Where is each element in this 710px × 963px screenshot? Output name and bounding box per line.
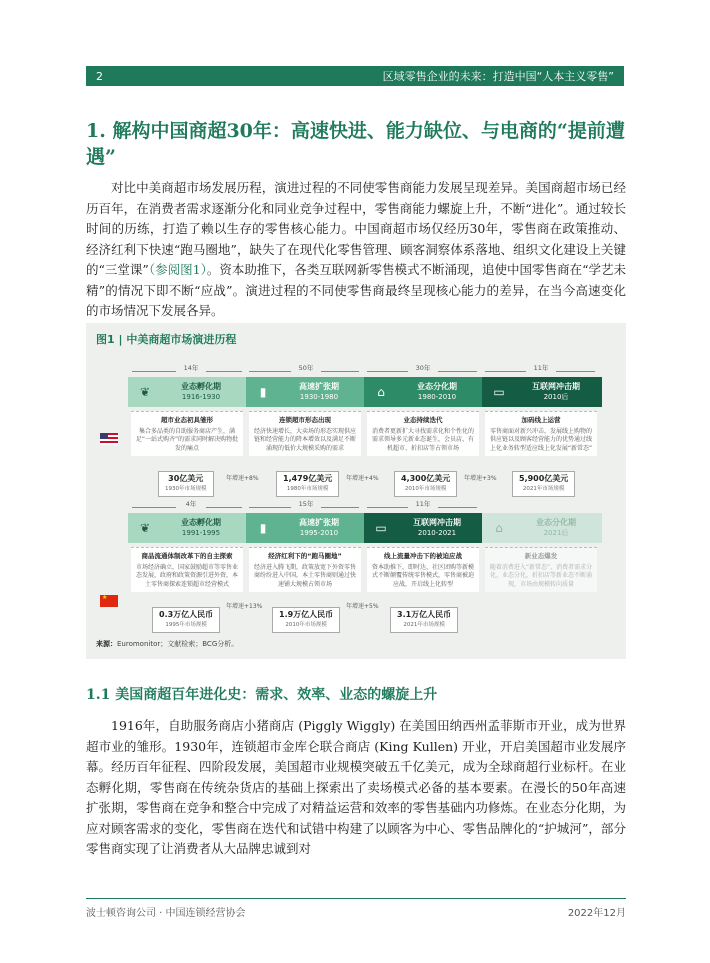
cn-desc-3 [367,547,479,592]
value-amount: 5,900亿美元 [519,474,569,483]
bars-icon: ▮ [259,385,267,399]
page-number: 2 [96,69,103,83]
desc-head: 加码线上运营 [521,416,561,424]
cn-value-2 [272,607,340,633]
section-title: 1. 解构中国商超30年：高速快进、能力缺位、与电商的“提前遭遇” [86,120,625,168]
source-label: 来源： [96,640,117,648]
desc-body: 市场经济确立，国家鼓励超市等零售业态发展，政府和政策资源引进外资，本土零售商探索连锁超市经营模式 [135,563,238,588]
cn-period-1 [128,513,246,543]
footer-divider [86,898,626,899]
cn-desc-2 [249,547,361,592]
period-name: 业态孵化期 [181,518,221,527]
footer-date: 2022年12月 [567,908,626,919]
period-name: 高速扩张期 [299,518,339,527]
desc-body: 资本助推下，即时达、社区团购等新模式不断颠覆传统零售模式，零售商被迫应战，开启线上化转型 [371,563,474,588]
us-span-1: 14年 [176,363,206,372]
cn-flag-icon [100,595,118,607]
period-name: 业态分化期 [536,518,576,527]
desc-head: 超市业态初具雏形 [161,416,213,424]
us-span-3: 30年 [408,363,438,372]
period-years: 1930-1980 [299,393,339,401]
value-amount: 1,479亿美元 [283,474,333,483]
figure-title: 图1 | 中美商超市场演进历程 [96,333,237,346]
us-growth-1: 年增速+8% [226,475,259,482]
bars-icon: ▮ [259,521,267,535]
value-amount: 4,300亿美元 [401,474,451,483]
us-desc-2 [249,411,361,456]
desc-head: 业态持续迭代 [403,416,443,424]
cn-growth-2: 年增速+5% [346,603,379,610]
para1-text-b: 。资本助推下，各类互联网新零售模式不断涌现，追使中国零售商在“学艺未精”的情况下即不断“应战”。演进过程的不同使零售商最终呈现核心能力的差异，在当今高速变化的市场情况下发展各异。 [86,262,626,318]
us-desc-1 [131,411,243,456]
desc-body: 随着消费进入“新常态”，消费者需求分化，业态分化，折扣店等新业态不断涌现，市场由规模转向质量 [489,563,593,588]
store-icon: ⌂ [377,385,385,399]
sprout-icon: ❦ [139,385,151,399]
period-name: 高速扩张期 [299,382,339,391]
running-title: 区域零售企业的未来：打造中国“人本主义零售” [382,70,614,83]
desc-body: 零售商面对新兴冲击，发展线上购物的供应链以及顾客经营能力的优势通过线上化业务转型适应线上化发展“新常态” [489,427,593,452]
value-note: 1930年市场规模 [165,486,207,492]
figure-reference-link[interactable]: （参阅图1） [148,262,207,277]
period-years: 2010后 [543,393,569,401]
desc-head: 商品流通体制改革下的自主探索 [141,552,233,560]
cn-period-4 [482,513,602,543]
us-period-4 [482,377,602,407]
cn-value-1 [152,607,220,633]
value-note: 2010年市场规模 [404,486,447,492]
footer-publisher: 波士顿咨询公司 · 中国连锁经营协会 [86,908,246,919]
value-note: 1995年市场规模 [165,622,207,628]
us-growth-2: 年增速+4% [346,475,379,482]
source-text: Euromonitor；文献检索；BCG分析。 [117,640,239,648]
us-flag-icon [100,433,118,445]
para1-text-a: 对比中美商超市场发展历程，演进过程的不同使零售商能力发展呈现差异。美国商超市场已经历百年，在消费者需求逐渐分化和同业竞争过程中，零售商能力螺旋上升，不断“进化”。通过较长时间的历练，打造了赖以生存的零售核心能力。中国商超市场仅经历30年，零售商在政策推动、经济红利下快速“跑马圈地”，缺失了在现代化零售管理、顾客洞察体系落地、组织文化建设上关键的“三堂课” [86,180,626,277]
figure-source [96,639,238,649]
cn-value-3 [390,607,458,633]
value-note: 2010年市场规模 [285,622,327,628]
desc-body: 消费者更新扩大寻找需求化和个性化的需求领导多元新业态诞生，会员店、有机超市、折扣店等占领市场 [371,427,474,452]
cn-period-2 [246,513,364,543]
period-years: 2010-2021 [417,529,457,537]
value-note: 2021年市场规模 [522,486,565,492]
value-amount: 3.1万亿人民币 [397,610,452,619]
monitor-icon: ▭ [375,521,387,535]
desc-head: 线上流量冲击下的被迫应战 [384,552,462,560]
monitor-icon: ▭ [493,385,505,399]
figure-1 [86,323,626,659]
period-years: 1995-2010 [299,529,339,537]
period-name: 业态分化期 [417,382,457,391]
desc-body: 集合多品类的自助服务商店产生，满足“一站式购齐”的需求同时解决购物批发的痛点 [135,427,239,452]
us-value-4 [512,471,575,497]
desc-body: 经济快速增长，大卖场的形态实现供应链和经营能力的降本增效以及满足不断涌现的低价大规模采购的需求 [253,427,356,452]
period-years: 2021后 [543,529,569,537]
us-desc-3 [367,411,479,456]
period-name: 互联网冲击期 [532,382,580,391]
period-name: 互联网冲击期 [413,518,461,527]
value-amount: 1.9万亿人民币 [279,610,334,619]
desc-head: 连锁超市形态出现 [279,416,331,424]
desc-head: 经济红利下的“跑马圈地” [268,552,342,560]
value-amount: 30亿美元 [168,474,204,483]
sprout-icon: ❦ [139,521,151,535]
value-note: 2021年市场规模 [403,622,445,628]
subsection-title: 1.1 美国商超百年进化史：需求、效率、业态的螺旋上升 [86,687,438,703]
us-period-3 [364,377,482,407]
value-amount: 0.3万亿人民币 [159,610,214,619]
us-growth-3: 年增速+3% [464,475,497,482]
store-icon: ⌂ [495,521,503,535]
intro-paragraph [86,178,626,322]
desc-head: 新业态爆发 [524,552,558,560]
us-value-2 [276,471,339,497]
period-years: 1980-2010 [417,393,457,401]
cn-span-1: 4年 [176,499,206,508]
period-years: 1991-1995 [181,529,221,537]
value-note: 1980年市场规模 [286,486,329,492]
cn-period-3 [364,513,482,543]
us-value-3 [394,471,457,497]
period-years: 1916-1930 [181,393,221,401]
us-value-1 [158,471,214,497]
cn-desc-1 [131,547,243,592]
us-period-1 [128,377,246,407]
cn-span-2: 15年 [291,499,321,508]
us-desc-4 [485,411,597,456]
running-header [86,66,624,86]
period-name: 业态孵化期 [181,382,221,391]
us-span-2: 50年 [291,363,321,372]
cn-growth-1: 年增速+13% [226,603,263,610]
cn-span-3: 11年 [408,499,438,508]
desc-body: 经济进入腾飞期，政策放宽下外资零售商纷纷进入中国，本土零售商则通过快速铺大规模占领市场 [253,563,356,588]
cn-desc-4 [485,547,597,592]
us-span-4: 11年 [526,363,556,372]
us-period-2 [246,377,364,407]
subsection-paragraph: 1916年，自助服务商店小猪商店 (Piggly Wiggly) 在美国田纳西州孟菲斯市开业，成为世界超市业的雏形。1930年，连锁超市金库仑联合商店 (King Kullen) 开业，开启美国超市业发展序幕。经历百年征程、四阶段发展，美国超市业规模突破五千亿美元，成为全球商超行业标杆。在业态孵化期，零售商在传统杂货店的基础上探索出了卖场模式必备的基本要素。在漫长的50年高速扩张期，零售商在竞争和整合中完成了对精益运营和效率的零售基础内功修炼。在业态分化期，为应对顾客需求的变化，零售商在迭代和试错中构建了以顾客为中心、零售品牌化的“护城河”，部分零售商实现了让消费者从大品牌忠诚到对 [86,718,626,856]
